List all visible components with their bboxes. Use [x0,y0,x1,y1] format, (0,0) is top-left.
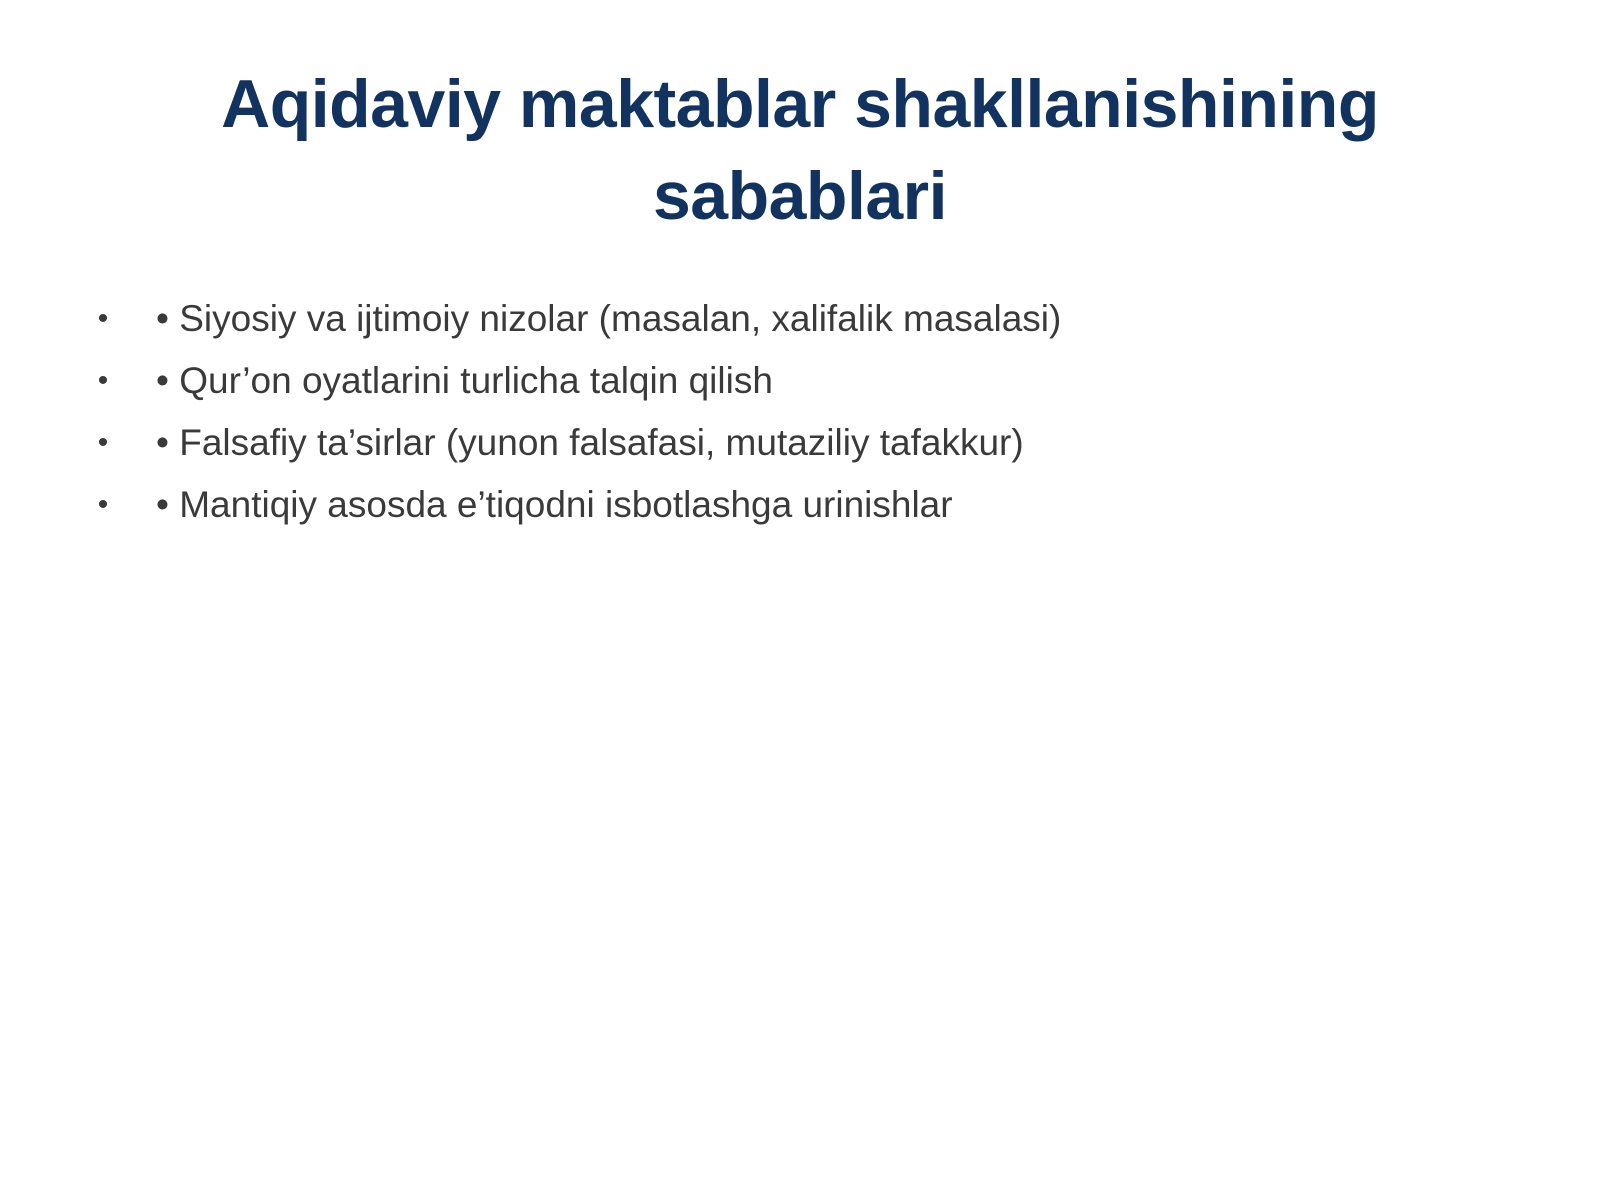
bullet-text: • Qur’on oyatlarini turlicha talqin qilish [156,360,773,401]
bullet-marker: • [97,364,109,397]
bullet-list [90,288,1490,536]
bullet-item [90,350,1490,412]
slide-title-line-2: sabablari [652,158,948,234]
bullet-text: • Falsafiy ta’sirlar (yunon falsafasi, mutaziliy tafakkur) [156,422,1024,463]
bullet-item [90,288,1490,350]
bullet-marker: • [97,302,109,335]
bullet-marker: • [97,426,109,459]
bullet-item [90,412,1490,474]
bullet-text: • Mantiqiy asosda e’tiqodni isbotlashga urinishlar [156,484,953,525]
slide-title [150,58,1450,242]
bullet-item [90,474,1490,536]
bullet-text: • Siyosiy va ijtimoiy nizolar (masalan, xalifalik masalasi) [156,298,1062,339]
bullet-marker: • [97,488,109,521]
slide-title-line-1: Aqidaviy maktablar shakllanishining [221,66,1379,142]
